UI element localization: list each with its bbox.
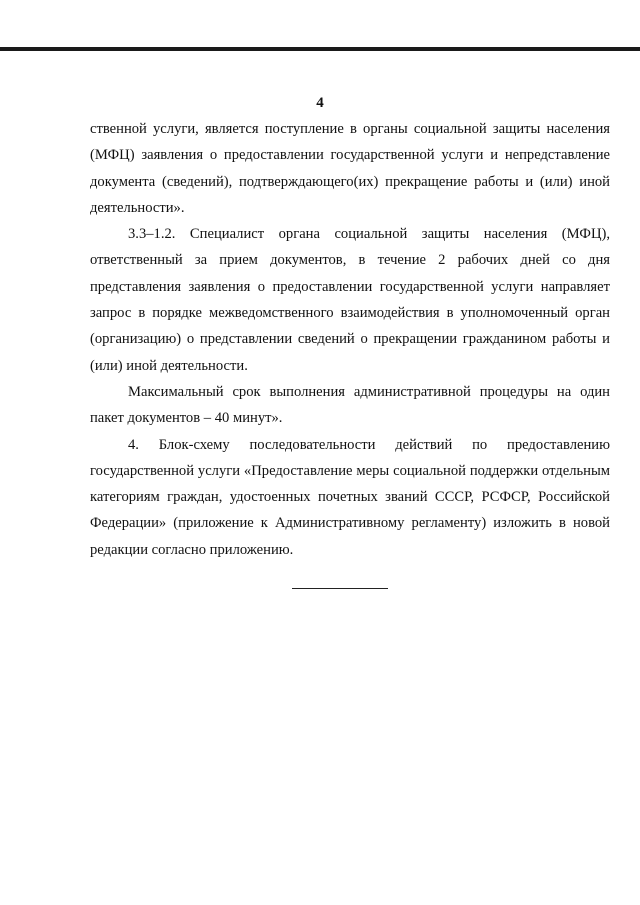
paragraph-clause-3-3-1-2: 3.3–1.2. Специалист органа социальной защиты населения (МФЦ), ответственный за прием документов, в течение 2 рабочих дней со дня представления заявления о предоставлении государственной услуги направляет запрос в порядке межведомственного взаимодействия в уполномоченный орган (организацию) о представлении сведений о прекращении гражданином работы и (или) иной деятельности. [90,226,610,374]
paragraph-item-4: 4. Блок-схему последовательности действий по предоставлению государственной услуги «Предоставление меры социальной поддержки отдельным категориям граждан, удостоенных почетных званий СССР, РСФСР, Российской Федерации» (приложение к Административному регламенту) изложить в новой редакции согласно приложению. [90,436,610,558]
page-number: 4 [316,95,324,111]
top-border-line [0,47,640,51]
document-body [90,116,610,563]
end-of-text-line [292,588,388,589]
paragraph-continuation: ственной услуги, является поступление в органы социальной защиты населения (МФЦ) заявления о предоставлении государственной услуги и непредставление документа (сведений), подтверждающего(их) прекращение работы и (или) иной деятельности». [90,121,610,216]
paragraph-max-duration: Максимальный срок выполнения административной процедуры на один пакет документов – 40 минут». [90,383,610,427]
